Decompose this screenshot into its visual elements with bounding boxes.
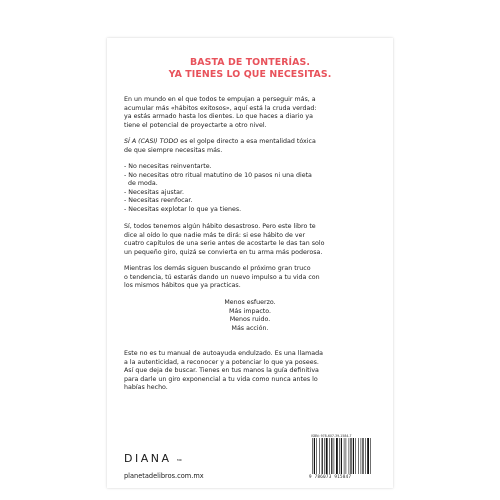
barcode-image <box>311 438 379 474</box>
mantra-line: Más acción. <box>231 324 269 332</box>
intro-line: ya estás armado hasta los dientes. Lo que haces a diario ya <box>124 113 313 121</box>
mantra-line: Más impacto. <box>229 307 271 315</box>
list-item: - No necesitas otro ritual matutino de 10 pasos ni una dieta <box>124 171 312 179</box>
closing-line: Así que deja de buscar. Tienes en tus manos la guía definitiva <box>124 367 319 375</box>
publisher-website: planetadelibros.com.mx <box>124 472 204 480</box>
intro-line: tiene el potencial de proyectarte a otro nivel. <box>124 121 267 129</box>
book-back-cover <box>107 38 393 488</box>
others-line: Mientras los demás siguen buscando el próximo gran truco <box>124 265 311 272</box>
headline-line-1: BASTA DE TONTERÍAS. <box>190 57 310 68</box>
list-item: - Necesitas reenfocar. <box>124 197 193 205</box>
diana-logo: DIANA <box>124 452 172 465</box>
habit-line: dice al oído lo que nadie más te dirá: si ese hábito de ver <box>124 231 306 239</box>
others-line: los mismos hábitos que ya practicas. <box>124 282 241 290</box>
others-line: o tendencia, tú estarás dando un nuevo impulso a tu vida con <box>124 273 320 281</box>
closing-line: habías hecho. <box>124 384 168 392</box>
list-item: - Necesitas explotar lo que ya tienes. <box>124 205 242 213</box>
list-item: - No necesitas reinventarte. <box>124 163 212 170</box>
mantra-line: Menos ruido. <box>229 316 271 324</box>
intro-line: En un mundo en el que todos te empujan a perseguir más, a <box>124 96 316 103</box>
closing-line: a la autenticidad, a reconocer y a potenciar lo que ya posees. <box>124 358 319 366</box>
headline-line-2: YA TIENES LO QUE NECESITAS. <box>168 69 332 80</box>
isbn-label: ISBN: 978-607-39-1584-7 <box>311 434 352 438</box>
intro-line: acumular más «hábitos exitosos», aquí está la cruda verdad: <box>124 104 317 112</box>
diana-logo-mark: MR <box>177 458 182 462</box>
book-title-line-rest: es el golpe directo a esa mentalidad tóxica <box>178 138 316 145</box>
habit-line: Sí, todos tenemos algún hábito desastroso. Pero este libro te <box>124 223 316 230</box>
book-title-line <box>124 138 378 147</box>
habit-line: un pequeño giro, quizá se convierta en tu arma más poderosa. <box>124 248 323 256</box>
book-title: SÍ A (CASI) TODO <box>124 138 179 145</box>
closing-line: Este no es tu manual de autoayuda endulzado. Es una llamada <box>124 350 323 357</box>
needs-list <box>124 163 378 215</box>
list-item: - Necesitas ajustar. <box>124 188 185 196</box>
mantra-line: Menos esfuerzo. <box>224 299 276 306</box>
list-item: de moda. <box>124 180 158 188</box>
habit-line: cuatro capítulos de una serie antes de acostarte le das tan solo <box>124 240 325 248</box>
book-title-line-2: de que siempre necesitas más. <box>124 146 223 154</box>
closing-line: para darle un giro exponencial a tu vida como nunca antes lo <box>124 375 318 383</box>
barcode-number: 9 786073 915847 <box>309 474 352 479</box>
